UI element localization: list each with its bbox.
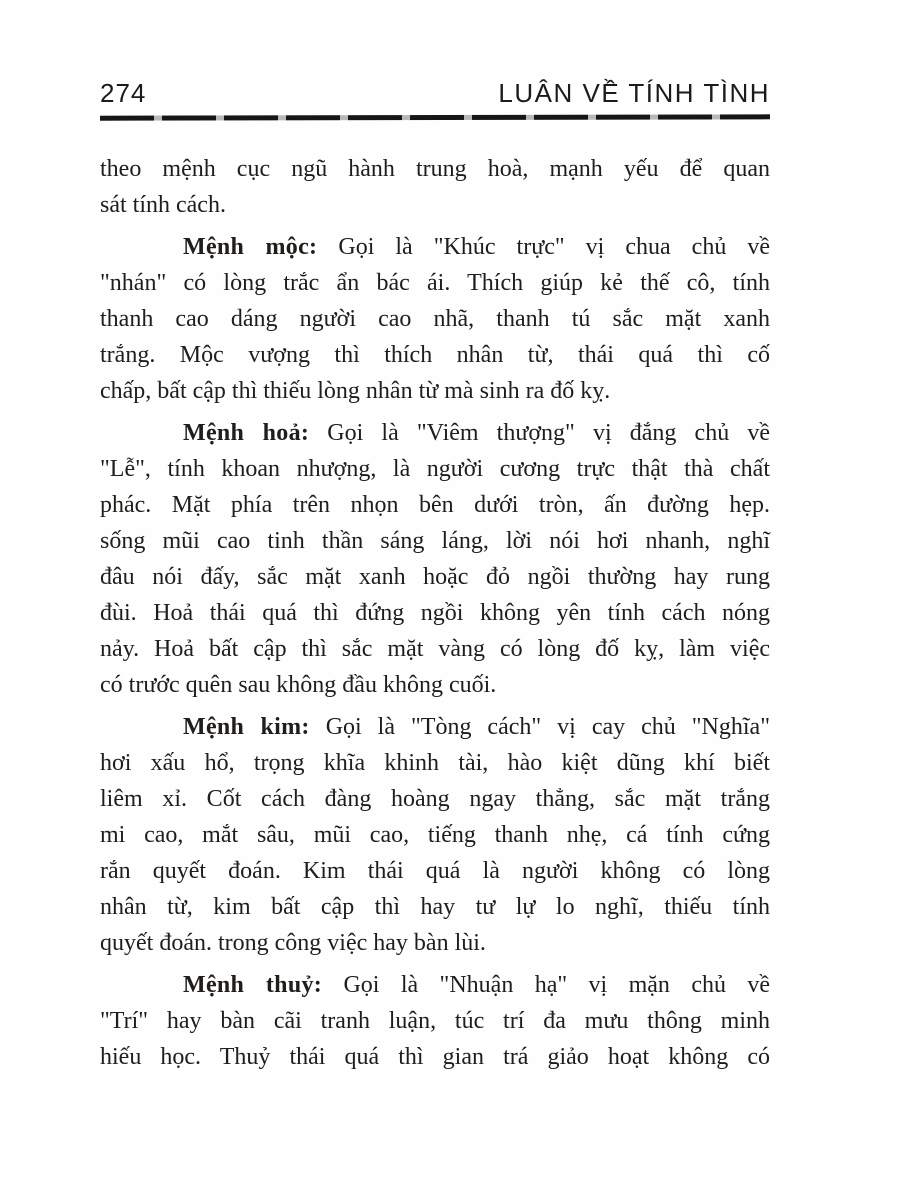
text-line: đùi. Hoả thái quá thì đứng ngồi không yên tính cách nóng xyxy=(100,600,770,626)
text-line: nhân từ, kim bất cập thì hay tư lự lo nghĩ, thiếu tính xyxy=(100,894,770,920)
text-line: "Lễ", tính khoan nhượng, là người cương trực thật thà chất xyxy=(100,456,770,482)
text-line: "nhán" có lòng trắc ẩn bác ái. Thích giúp kẻ thế cô, tính xyxy=(100,270,770,296)
section-lead: Mệnh mộc: xyxy=(183,234,318,260)
text-line: Mệnh kim: Gọi là "Tòng cách" vị cay chủ "Nghĩa" xyxy=(183,714,771,740)
paragraph xyxy=(100,415,770,703)
header-divider xyxy=(100,114,770,120)
text-line: "Trí" hay bàn cãi tranh luận, túc trí đa mưu thông minh xyxy=(100,1008,770,1034)
text-line: quyết đoán. trong công việc hay bàn lùi. xyxy=(100,930,486,956)
paragraph xyxy=(100,151,770,223)
text-line: sống mũi cao tinh thần sáng láng, lời nói hơi nhanh, nghĩ xyxy=(100,528,770,554)
page-number: 274 xyxy=(100,78,147,108)
text-line: sát tính cách. xyxy=(100,192,226,218)
text-line: trắng. Mộc vượng thì thích nhân từ, thái quá thì cố xyxy=(100,342,770,368)
text-line: Mệnh hoả: Gọi là "Viêm thượng" vị đắng chủ về xyxy=(183,420,770,446)
text-line: hiếu học. Thuỷ thái quá thì gian trá giảo hoạt không có xyxy=(100,1044,770,1070)
text-line: nảy. Hoả bất cập thì sắc mặt vàng có lòng đố kỵ, làm việc xyxy=(100,636,770,662)
section-lead: Mệnh hoả: xyxy=(183,420,310,446)
paragraph xyxy=(100,709,770,961)
text-line: rắn quyết đoán. Kim thái quá là người không có lòng xyxy=(100,858,770,884)
text-line: Mệnh thuỷ: Gọi là "Nhuận hạ" vị mặn chủ về xyxy=(183,972,771,998)
text-line: mi cao, mắt sâu, mũi cao, tiếng thanh nhẹ, cá tính cứng xyxy=(100,822,770,848)
page-header xyxy=(100,78,770,108)
section-lead: Mệnh thuỷ: xyxy=(183,972,323,998)
text-line: hơi xấu hổ, trọng khĩa khinh tài, hào kiệt dũng khí biết xyxy=(100,750,770,776)
text-line: đâu nói đấy, sắc mặt xanh hoặc đỏ ngồi thường hay rung xyxy=(100,564,770,590)
running-title: LUÂN VỀ TÍNH TÌNH xyxy=(498,78,770,108)
text-line: thanh cao dáng người cao nhã, thanh tú sắc mặt xanh xyxy=(100,306,770,332)
text-line: liêm xỉ. Cốt cách đàng hoàng ngay thẳng, sắc mặt trắng xyxy=(100,786,770,812)
paragraph xyxy=(100,229,770,409)
text-line: có trước quên sau không đầu không cuối. xyxy=(100,672,497,698)
text-line: Mệnh mộc: Gọi là "Khúc trực" vị chua chủ về xyxy=(183,234,770,260)
paragraph xyxy=(100,967,770,1075)
section-lead: Mệnh kim: xyxy=(183,714,310,740)
body-text xyxy=(100,151,770,1075)
text-line: phác. Mặt phía trên nhọn bên dưới tròn, ấn đường hẹp. xyxy=(100,492,770,518)
text-line: theo mệnh cục ngũ hành trung hoà, mạnh yếu để quan xyxy=(100,156,770,182)
text-line: chấp, bất cập thì thiếu lòng nhân từ mà sinh ra đố kỵ. xyxy=(100,378,611,404)
